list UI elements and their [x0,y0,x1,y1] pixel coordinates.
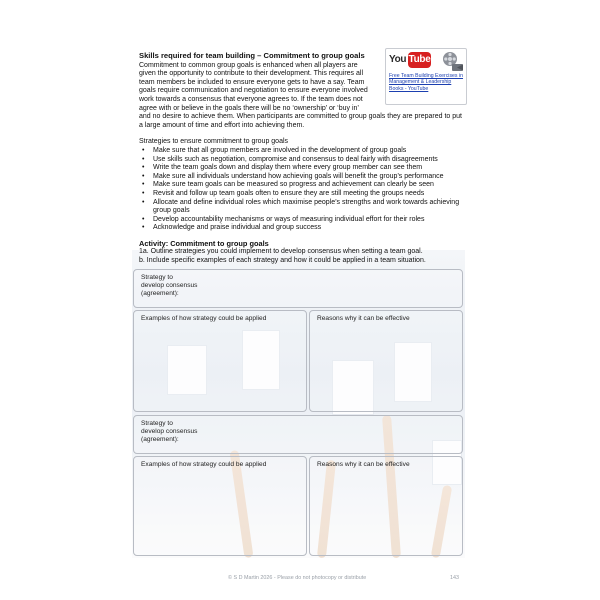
list-item: • Make sure team goals can be measured so progress and achievement can clearly be seen [139,181,465,190]
list-item: • Make sure that all group members are involved in the development of group goals [139,147,465,156]
activity-instruction-a: 1a. Outline strategies you could implement to develop consensus when setting a team goal. [139,248,423,256]
reasons-label: Reasons why it can be effective [317,315,410,322]
list-item: • Acknowledge and praise individual and group success [139,224,465,233]
copyright-notice: © S D Martin 2026 - Please do not photocopy or distribute [228,575,367,581]
list-item: • Use skills such as negotiation, compromise and consensus to deal fairly with disagreements [139,156,465,165]
youtube-video-link[interactable]: Free Team Building Exercises in Management & Leadership Books - YouTube [389,73,464,92]
strategy-field-2[interactable] [133,415,463,454]
examples-field-2[interactable] [133,456,307,556]
strategy-label: Strategy to [141,274,173,281]
list-item: • Revisit and follow up team goals often to ensure they are still meeting the groups needs [139,190,465,199]
list-item: • Allocate and define individual roles which maximise people’s strengths and work towards achieving group goals [139,199,465,216]
reasons-field-2[interactable] [309,456,463,556]
intro-continuation: and no desire to achieve them. When participants are committed to group goals they are prepared to put a large amount of time and effort into achieving them. [139,113,462,129]
reasons-field-1[interactable] [309,310,463,412]
strategy-label: Strategy to [141,420,173,427]
intro-line: team members be included to ensure everyone gets to have a say. Team [139,78,365,86]
intro-line: work towards a consensus that everyone agrees to. If the team does not [139,95,363,103]
strategy-label: (agreement): [141,289,179,297]
strategy-field-1[interactable] [133,269,463,308]
examples-label: Examples of how strategy could be applied [141,315,267,322]
reasons-label: Reasons why it can be effective [317,461,410,468]
page-number: 143 [450,575,459,581]
youtube-logo-you: You [389,54,407,65]
youtube-logo-tube: Tube [408,52,431,68]
intro-paragraph [139,62,465,131]
activity-instruction-b: b. Include specific examples of each strategy and how it could be applied in a team situation. [139,257,426,265]
strategies-list [139,147,465,233]
section-heading: Skills required for team building – Commitment to group goals [139,51,365,60]
strategy-label: develop consensus [141,281,198,289]
examples-field-1[interactable] [133,310,307,412]
activity-heading: Activity: Commitment to group goals [139,238,269,248]
intro-line: Commitment to common group goals is enhanced when all players are [139,61,358,69]
list-item: • Write the team goals down and display them where every group member can see them [139,164,465,173]
main-content [139,52,465,266]
intro-line: agree with or believe in the goals there will be no ‘ownership’ or ‘buy in’ [139,104,359,112]
intro-line: goals require communication and negotiation to ensure everyone involved [139,87,368,95]
examples-label: Examples of how strategy could be applied [141,461,267,468]
list-item: • Make sure all individuals understand how achieving goals will benefit the group’s performance [139,173,465,182]
strategies-intro: Strategies to ensure commitment to group goals [139,138,289,146]
list-item: • Develop accountability mechanisms or ways of measuring individual effort for their roles [139,216,465,225]
strategy-label: (agreement): [141,435,179,443]
intro-line: given the opportunity to contribute to their development. This requires all [139,70,363,78]
strategy-label: develop consensus [141,427,198,435]
